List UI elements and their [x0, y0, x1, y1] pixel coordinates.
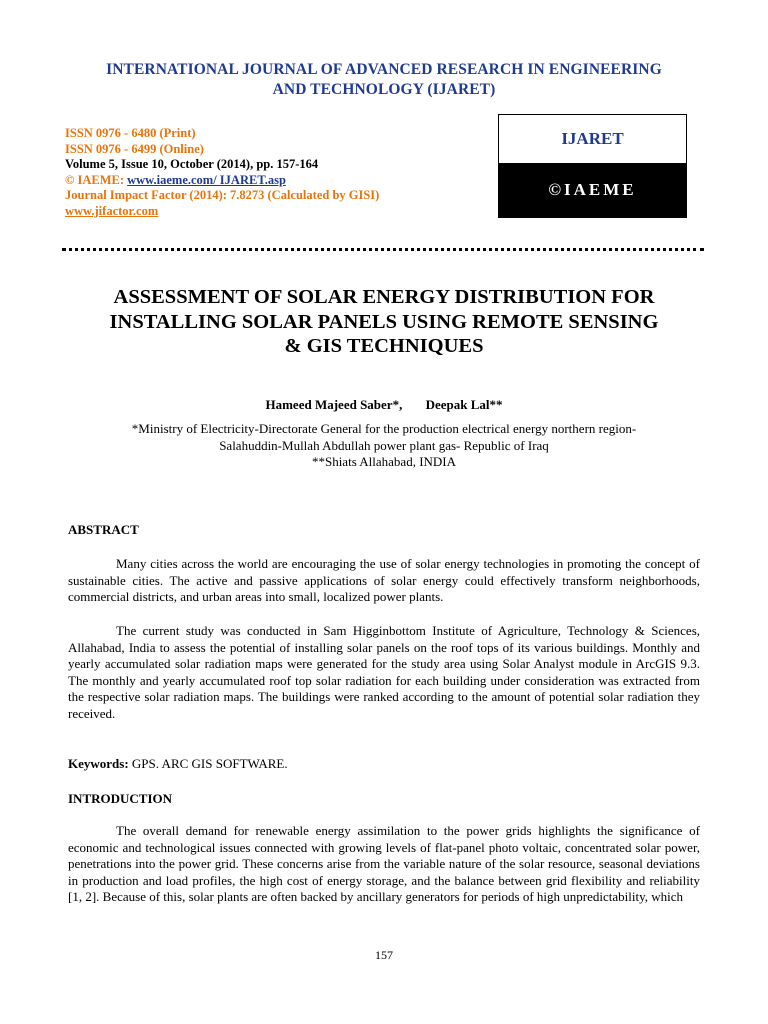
journal-title-line1: INTERNATIONAL JOURNAL OF ADVANCED RESEARCH IN ENGINEERING	[106, 61, 662, 78]
journal-title-line2: AND TECHNOLOGY (IJARET)	[272, 81, 496, 98]
paper-title	[40, 285, 728, 359]
affiliation-line1: *Ministry of Electricity-Directorate General for the production electrical energy northern region-	[131, 421, 637, 436]
abstract-heading: ABSTRACT	[68, 522, 139, 537]
jifactor-link[interactable]: www.jifactor.com	[65, 203, 159, 218]
paper-title-line2: INSTALLING SOLAR PANELS USING REMOTE SENSING	[109, 310, 659, 333]
keywords	[68, 756, 288, 772]
page-number: 157	[375, 948, 393, 962]
paper-title-line1: ASSESSMENT OF SOLAR ENERGY DISTRIBUTION FOR	[113, 286, 655, 308]
ijaret-box-title: IJARET	[561, 129, 624, 148]
keywords-label: Keywords:	[68, 756, 129, 771]
journal-title	[40, 60, 728, 100]
abstract-paragraph-1: Many cities across the world are encouraging the use of solar energy technologies in promoting the concept of sustainable cities. The active and passive applications of solar energy could effectively transform neighborhoods, commercial districts, and urban areas into small, localized power plants.	[68, 556, 700, 604]
introduction-paragraph-1: The overall demand for renewable energy assimilation to the power grids highlights the significance of economic and technological issues connected with growing levels of flat-panel photo voltaic, concentrated solar power, penetrations into the power grid. These concerns arise from the variable nature of the solar resource, seasonal deviations in production and load profiles, the high cost of energy storage, and the balance between grid flexibility and reliability [1, 2]. Because of this, solar plants are often backed by ancillary generators for periods of high unpredictability, which	[68, 823, 700, 904]
volume-info: Volume 5, Issue 10, October (2014), pp. 157-164	[65, 157, 319, 172]
dotted-divider	[62, 248, 704, 251]
issn-block	[65, 126, 485, 220]
impact-factor: Journal Impact Factor (2014): 7.8273 (Calculated by GISI)	[65, 188, 380, 203]
authors	[40, 397, 728, 413]
iaeme-link[interactable]: www.iaeme.com/ IJARET.asp	[127, 172, 286, 187]
ijaret-logo-box	[498, 114, 687, 218]
author-1: Hameed Majeed Saber*,	[265, 397, 403, 412]
affiliation-line3: **Shiats Allahabad, INDIA	[311, 454, 457, 469]
introduction-heading: INTRODUCTION	[68, 791, 173, 806]
issn-print: ISSN 0976 - 6480 (Print)	[65, 126, 196, 140]
issn-online: ISSN 0976 - 6499 (Online)	[65, 141, 204, 156]
keywords-value: GPS. ARC GIS SOFTWARE.	[128, 756, 288, 771]
affiliations	[40, 421, 728, 471]
iaeme-box-publisher: ©IAEME	[499, 163, 686, 217]
abstract-paragraph-2: The current study was conducted in Sam Higginbottom Institute of Agriculture, Technology & Sciences, Allahabad, India to assess the potential of installing solar panels on the roof tops of its various buildings. Monthly and yearly accumulated solar radiation maps were generated for the study area using Solar Analyst module in ArcGIS 9.3. The monthly and yearly accumulated roof top solar radiation for each building under consideration was extracted from the respective solar radiation maps. The buildings were ranked according to the amount of potential solar radiation they received.	[68, 623, 700, 721]
paper-title-line3: & GIS TECHNIQUES	[284, 335, 484, 357]
author-2: Deepak Lal**	[425, 397, 503, 412]
iaeme-prefix: © IAEME:	[65, 172, 128, 187]
iaeme-line	[65, 173, 485, 189]
affiliation-line2: Salahuddin-Mullah Abdullah power plant gas- Republic of Iraq	[219, 437, 549, 453]
